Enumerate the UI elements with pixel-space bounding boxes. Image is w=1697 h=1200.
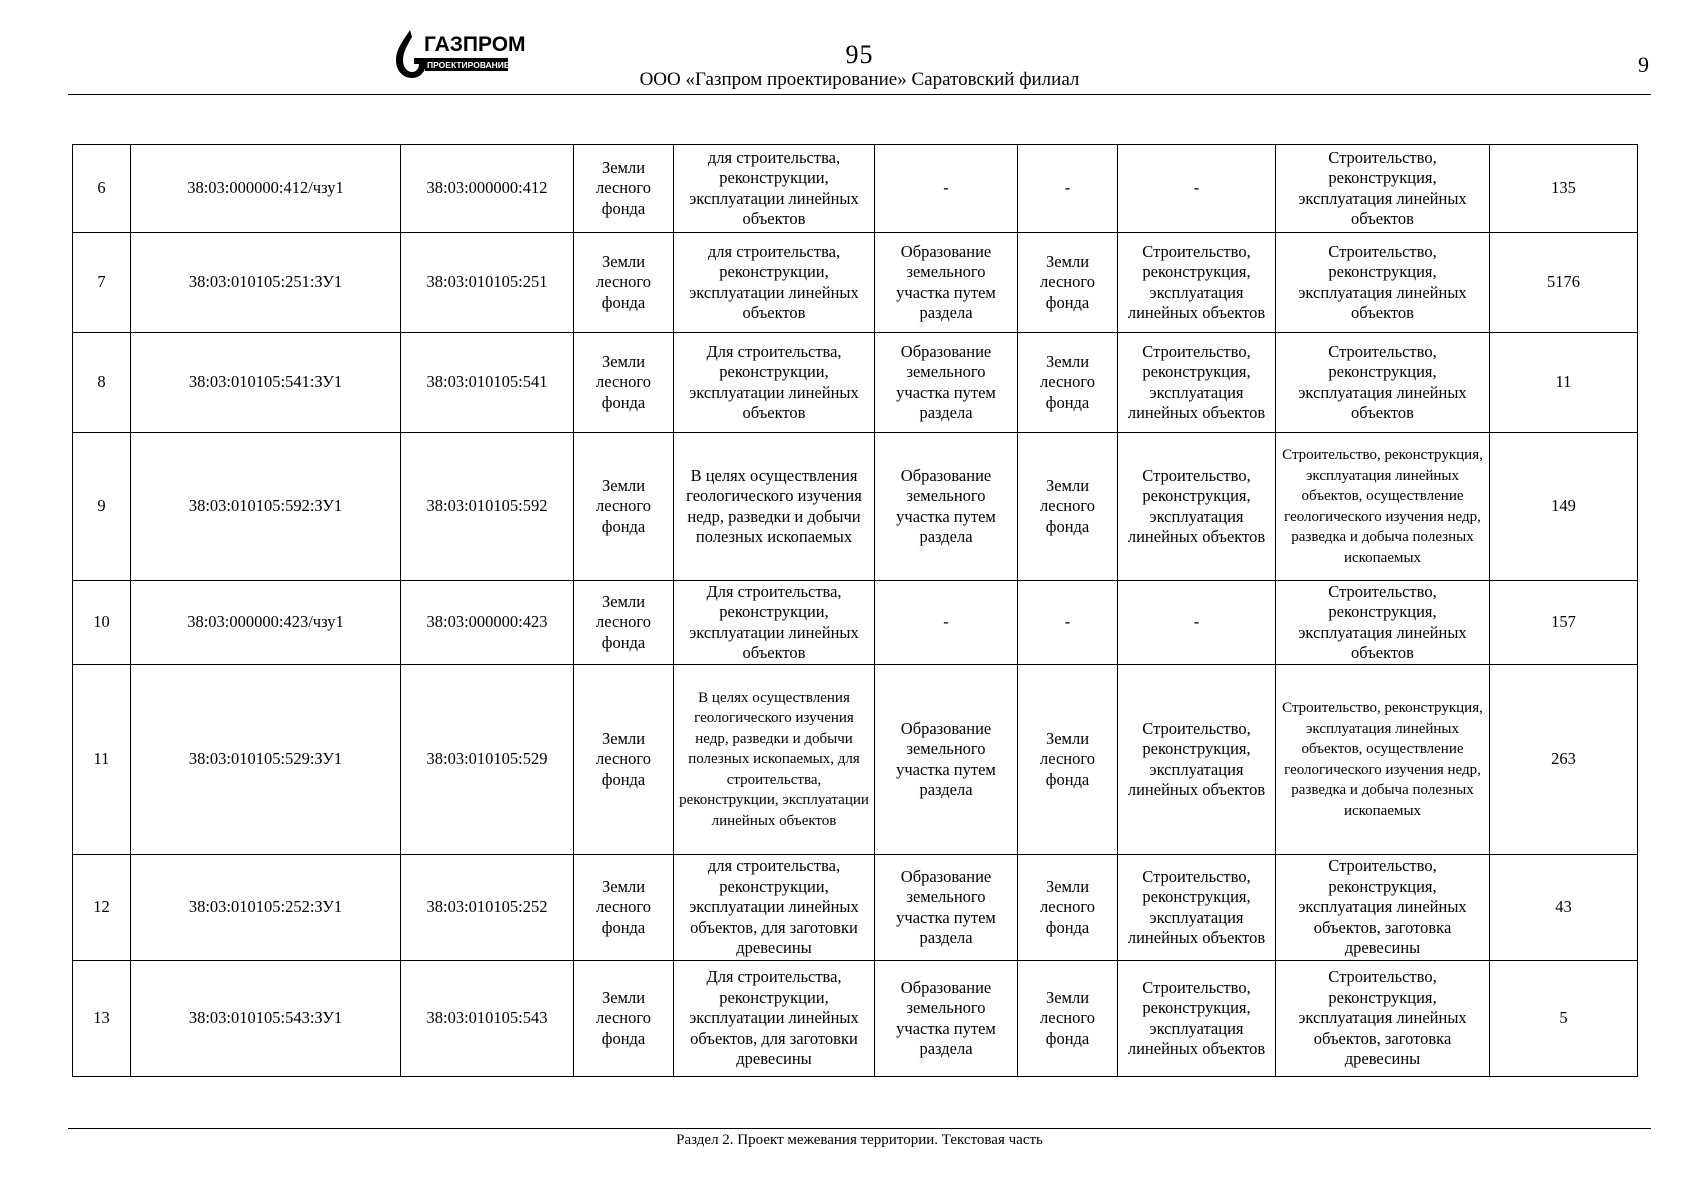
row-number: 6 xyxy=(73,145,131,233)
table-row xyxy=(73,233,1638,333)
source-parcel-number: 38:03:010105:252 xyxy=(401,855,574,961)
formation-method: Образование земельного участка путем раздела xyxy=(875,665,1018,855)
permitted-use: В целях осуществления геологического изучения недр, разведки и добычи полезных ископаемых, для строительства, реконструкции, эксплуатации линейных объектов xyxy=(674,665,875,855)
table-row xyxy=(73,961,1638,1077)
document-number: 95 xyxy=(845,40,874,69)
intended-purpose: Строительство, реконструкция, эксплуатация линейных объектов xyxy=(1276,233,1490,333)
new-land-category: - xyxy=(1018,581,1118,665)
row-number: 13 xyxy=(73,961,131,1077)
new-land-category: Земли лесного фонда xyxy=(1018,961,1118,1077)
land-category: Земли лесного фонда xyxy=(574,333,674,433)
intended-purpose: Строительство, реконструкция, эксплуатация линейных объектов, осуществление геологического изучения недр, разведка и добыча полезных ископаемых xyxy=(1276,433,1490,581)
row-number: 9 xyxy=(73,433,131,581)
new-permitted-use: Строительство, реконструкция, эксплуатация линейных объектов xyxy=(1118,233,1276,333)
land-category: Земли лесного фонда xyxy=(574,855,674,961)
land-category: Земли лесного фонда xyxy=(574,145,674,233)
parcel-designation: 38:03:010105:592:ЗУ1 xyxy=(131,433,401,581)
area-value: 149 xyxy=(1490,433,1638,581)
permitted-use: В целях осуществления геологического изучения недр, разведки и добычи полезных ископаемых xyxy=(674,433,875,581)
formation-method: - xyxy=(875,145,1018,233)
land-category: Земли лесного фонда xyxy=(574,233,674,333)
parcel-designation: 38:03:000000:423/чзу1 xyxy=(131,581,401,665)
logo-text: ГАЗПРОМ xyxy=(424,33,526,56)
new-permitted-use: Строительство, реконструкция, эксплуатация линейных объектов xyxy=(1118,665,1276,855)
table-row xyxy=(73,855,1638,961)
new-land-category: Земли лесного фонда xyxy=(1018,433,1118,581)
new-land-category: - xyxy=(1018,145,1118,233)
parcel-designation: 38:03:010105:252:ЗУ1 xyxy=(131,855,401,961)
table-row xyxy=(73,433,1638,581)
table-row xyxy=(73,145,1638,233)
permitted-use: для строительства, реконструкции, эксплуатации линейных объектов, для заготовки древесины xyxy=(674,855,875,961)
intended-purpose: Строительство, реконструкция, эксплуатация линейных объектов xyxy=(1276,581,1490,665)
new-permitted-use: Строительство, реконструкция, эксплуатация линейных объектов xyxy=(1118,433,1276,581)
page-header xyxy=(68,33,1651,95)
new-permitted-use: - xyxy=(1118,145,1276,233)
row-number: 8 xyxy=(73,333,131,433)
intended-purpose: Строительство, реконструкция, эксплуатация линейных объектов, заготовка древесины xyxy=(1276,961,1490,1077)
intended-purpose: Строительство, реконструкция, эксплуатация линейных объектов xyxy=(1276,145,1490,233)
row-number: 10 xyxy=(73,581,131,665)
row-number: 12 xyxy=(73,855,131,961)
source-parcel-number: 38:03:010105:541 xyxy=(401,333,574,433)
new-land-category: Земли лесного фонда xyxy=(1018,233,1118,333)
land-parcels-table xyxy=(72,144,1638,1077)
intended-purpose: Строительство, реконструкция, эксплуатация линейных объектов, заготовка древесины xyxy=(1276,855,1490,961)
table-row xyxy=(73,333,1638,433)
table-row xyxy=(73,665,1638,855)
formation-method: Образование земельного участка путем раздела xyxy=(875,333,1018,433)
page-number: 9 xyxy=(1638,52,1649,77)
permitted-use: для строительства, реконструкции, эксплуатации линейных объектов xyxy=(674,145,875,233)
new-permitted-use: - xyxy=(1118,581,1276,665)
permitted-use: Для строительства, реконструкции, эксплуатации линейных объектов xyxy=(674,581,875,665)
permitted-use: для строительства, реконструкции, эксплуатации линейных объектов xyxy=(674,233,875,333)
formation-method: Образование земельного участка путем раздела xyxy=(875,433,1018,581)
land-category: Земли лесного фонда xyxy=(574,433,674,581)
parcel-designation: 38:03:000000:412/чзу1 xyxy=(131,145,401,233)
formation-method: Образование земельного участка путем раздела xyxy=(875,233,1018,333)
area-value: 263 xyxy=(1490,665,1638,855)
land-category: Земли лесного фонда xyxy=(574,961,674,1077)
parcel-designation: 38:03:010105:529:ЗУ1 xyxy=(131,665,401,855)
logo-subtext: ПРОЕКТИРОВАНИЕ xyxy=(427,60,510,70)
parcel-designation: 38:03:010105:541:ЗУ1 xyxy=(131,333,401,433)
section-title: Раздел 2. Проект межевания территории. Текстовая часть xyxy=(676,1132,1043,1148)
table-row xyxy=(73,581,1638,665)
new-land-category: Земли лесного фонда xyxy=(1018,855,1118,961)
row-number: 11 xyxy=(73,665,131,855)
table-body xyxy=(73,145,1638,1077)
source-parcel-number: 38:03:010105:543 xyxy=(401,961,574,1077)
land-category: Земли лесного фонда xyxy=(574,581,674,665)
source-parcel-number: 38:03:010105:529 xyxy=(401,665,574,855)
source-parcel-number: 38:03:010105:592 xyxy=(401,433,574,581)
intended-purpose: Строительство, реконструкция, эксплуатация линейных объектов xyxy=(1276,333,1490,433)
row-number: 7 xyxy=(73,233,131,333)
parcel-designation: 38:03:010105:543:ЗУ1 xyxy=(131,961,401,1077)
new-land-category: Земли лесного фонда xyxy=(1018,333,1118,433)
permitted-use: Для строительства, реконструкции, эксплуатации линейных объектов, для заготовки древесины xyxy=(674,961,875,1077)
formation-method: Образование земельного участка путем раздела xyxy=(875,855,1018,961)
new-permitted-use: Строительство, реконструкция, эксплуатация линейных объектов xyxy=(1118,961,1276,1077)
new-permitted-use: Строительство, реконструкция, эксплуатация линейных объектов xyxy=(1118,333,1276,433)
source-parcel-number: 38:03:000000:412 xyxy=(401,145,574,233)
area-value: 43 xyxy=(1490,855,1638,961)
permitted-use: Для строительства, реконструкции, эксплуатации линейных объектов xyxy=(674,333,875,433)
area-value: 11 xyxy=(1490,333,1638,433)
source-parcel-number: 38:03:000000:423 xyxy=(401,581,574,665)
new-permitted-use: Строительство, реконструкция, эксплуатация линейных объектов xyxy=(1118,855,1276,961)
page-footer xyxy=(68,1128,1651,1149)
area-value: 5 xyxy=(1490,961,1638,1077)
formation-method: - xyxy=(875,581,1018,665)
land-category: Земли лесного фонда xyxy=(574,665,674,855)
new-land-category: Земли лесного фонда xyxy=(1018,665,1118,855)
intended-purpose: Строительство, реконструкция, эксплуатация линейных объектов, осуществление геологического изучения недр, разведка и добыча полезных ископаемых xyxy=(1276,665,1490,855)
area-value: 157 xyxy=(1490,581,1638,665)
formation-method: Образование земельного участка путем раздела xyxy=(875,961,1018,1077)
organization-name: ООО «Газпром проектирование» Саратовский филиал xyxy=(639,69,1080,90)
source-parcel-number: 38:03:010105:251 xyxy=(401,233,574,333)
parcel-designation: 38:03:010105:251:ЗУ1 xyxy=(131,233,401,333)
area-value: 5176 xyxy=(1490,233,1638,333)
area-value: 135 xyxy=(1490,145,1638,233)
